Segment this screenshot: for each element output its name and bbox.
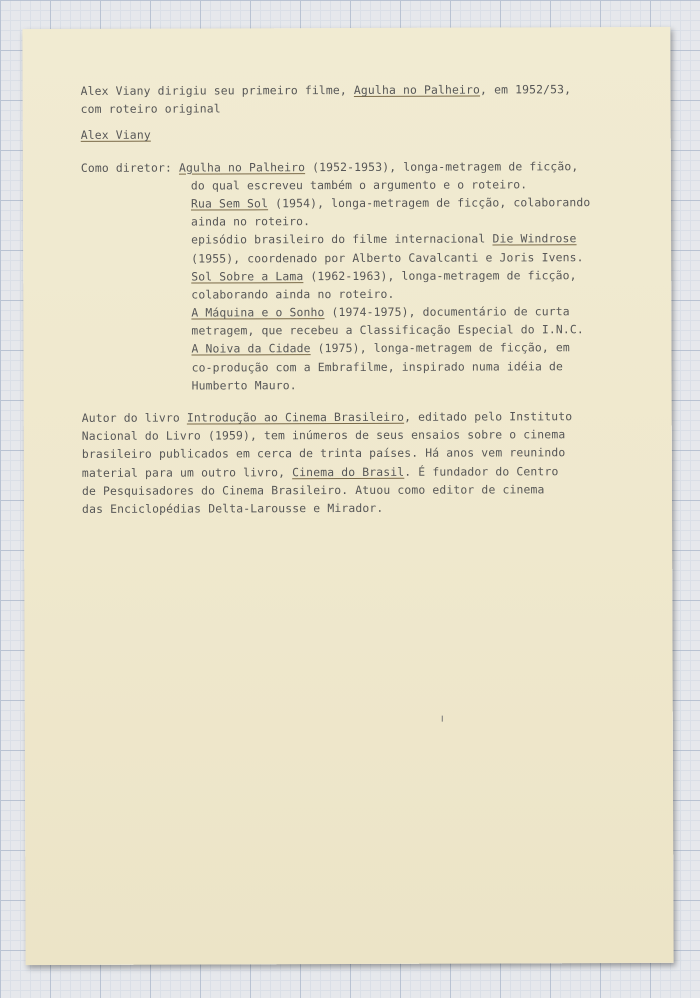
intro-text: Alex Viany dirigiu seu primeiro filme,	[80, 82, 354, 98]
director-entry	[81, 193, 641, 213]
heading-name: Alex Viany	[80, 128, 151, 143]
film-details: (1975), longa-metragem de ficção, em	[310, 340, 570, 356]
director-entry-cont: co-produção com a Embrafilme, inspirado numa idéia de	[191, 358, 563, 375]
director-entry-cont: do qual escreveu também o argumento e o roteiro.	[190, 177, 528, 193]
bio-text: . É fundador do Centro	[404, 463, 559, 479]
director-entry	[81, 157, 641, 177]
film-title: A Noiva da Cidade	[191, 341, 311, 356]
director-entry	[81, 229, 641, 249]
ink-mark	[442, 716, 443, 722]
film-title: Agulha no Palheiro	[178, 159, 306, 175]
bio-text: , editado pelo Instituto	[404, 409, 573, 424]
director-section	[81, 157, 642, 395]
film-details: (1962-1963), longa-metragem de ficção,	[303, 267, 577, 283]
director-label: Como diretor:	[80, 160, 179, 175]
director-entry-cont: metragem, que recebeu a Classificação Especial do I.N.C.	[191, 322, 584, 338]
film-title: Sol Sobre a Lama	[191, 268, 304, 284]
book-title: Introdução ao Cinema Brasileiro	[186, 409, 405, 425]
film-title: Die Windrose	[492, 231, 577, 246]
director-entry-cont: ainda no roteiro.	[191, 214, 311, 229]
film-title: A Máquina e o Sonho	[191, 305, 325, 320]
film-title: Agulha no Palheiro	[353, 82, 481, 97]
director-entry-cont: colaborando ainda no roteiro.	[191, 286, 395, 302]
director-entry	[81, 302, 641, 322]
bio-line: brasileiro publicados em cerca de trinta países. Há anos vem reunindo	[81, 445, 566, 462]
bio-line: Nacional do Livro (1959), tem inúmeros de seus ensaios sobre o cinema	[81, 427, 566, 444]
bio-text: material para um outro livro,	[81, 464, 293, 480]
film-title: Rua Sem Sol	[190, 196, 269, 211]
film-details: (1974-1975), documentário de curta	[324, 304, 570, 320]
bio-line: das Enciclopédias Delta-Larousse e Mirador.	[82, 500, 384, 516]
intro-line-2: com roteiro original	[80, 101, 221, 117]
bio-line	[82, 462, 642, 482]
film-details: (1954), longa-metragem de ficção, colaborando	[268, 195, 591, 211]
bio-paragraph	[82, 407, 642, 518]
director-entry	[81, 266, 641, 286]
typed-text	[81, 80, 643, 518]
director-entry-cont: Humberto Mauro.	[191, 377, 297, 393]
paper-sheet	[22, 27, 673, 965]
book-title: Cinema do Brasil	[292, 464, 405, 479]
director-entry-cont: (1955), coordenado por Alberto Cavalcanti e Joris Ivens.	[191, 249, 584, 266]
bio-line: de Pesquisadores do Cinema Brasileiro. Atuou como editor de cinema	[81, 482, 545, 498]
intro-text: , em 1952/53,	[480, 82, 572, 97]
bio-text: Autor do livro	[81, 410, 187, 425]
intro-line-1	[81, 80, 641, 100]
film-details: episódio brasileiro do filme internacional	[191, 231, 493, 247]
bio-line	[82, 407, 642, 427]
film-details: (1952-1953), longa-metragem de ficção,	[305, 158, 579, 174]
heading	[81, 124, 641, 144]
director-entry	[81, 338, 641, 358]
